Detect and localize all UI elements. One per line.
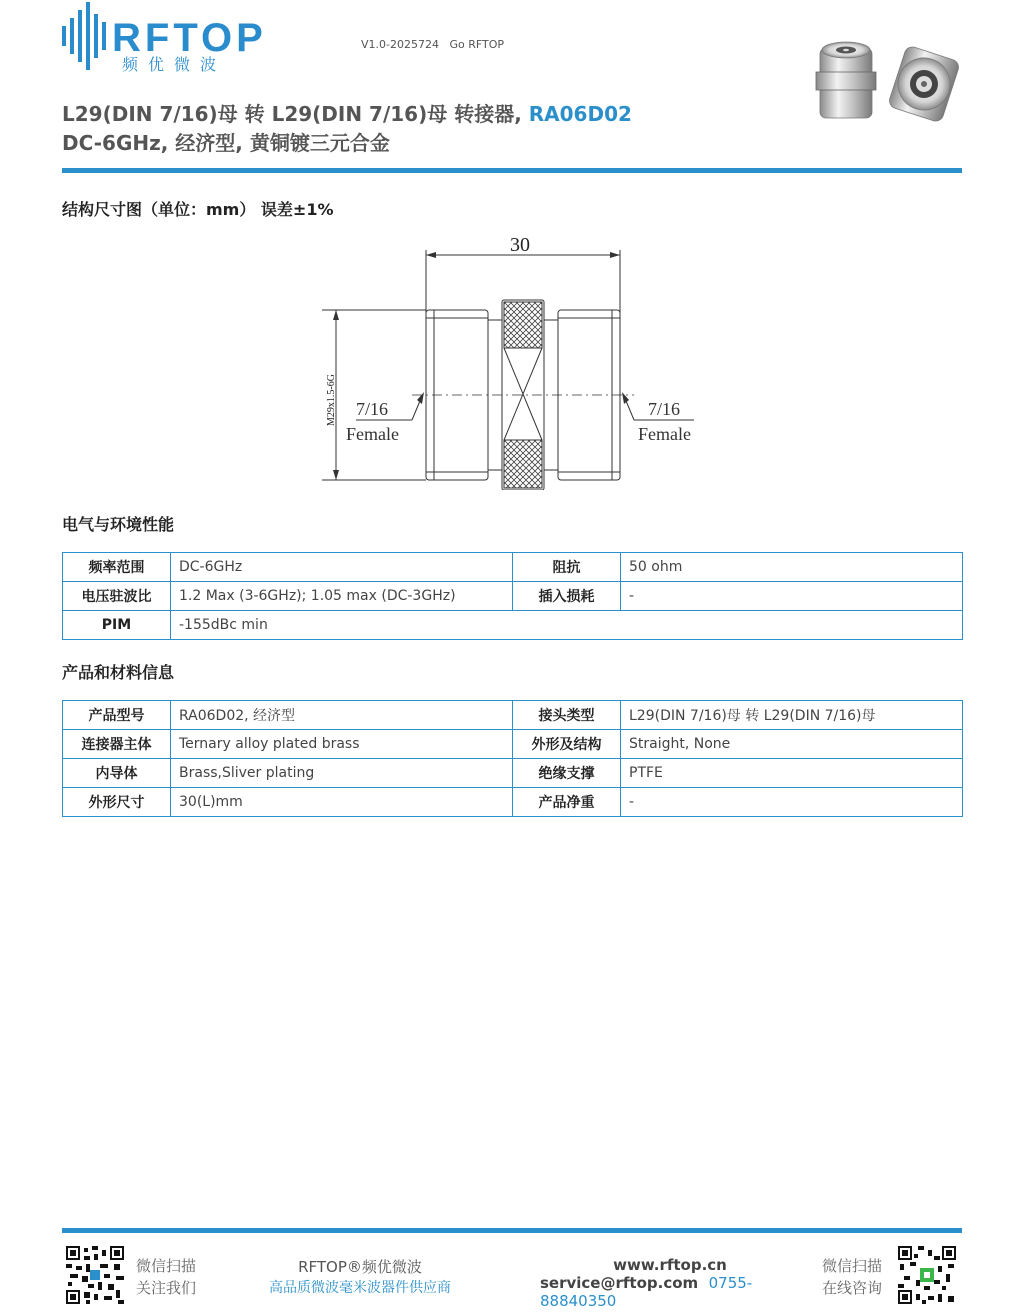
go-rftop-link[interactable]: Go RFTOP xyxy=(449,38,505,51)
table-value: -155dBc min xyxy=(171,611,963,640)
online-consult-label: 在线咨询 xyxy=(822,1279,883,1297)
table-label: 绝缘支撑 xyxy=(513,759,621,788)
wechat-scan-label: 微信扫描 xyxy=(822,1257,883,1275)
table-value: 50 ohm xyxy=(621,553,963,582)
material-section-title: 产品和材料信息 xyxy=(62,663,175,682)
footer-right-text xyxy=(822,1255,882,1299)
footer-contact-block xyxy=(540,1256,800,1310)
table-row xyxy=(63,611,963,640)
table-label: 插入损耗 xyxy=(513,582,621,611)
length-dimension-label: 30 xyxy=(510,234,530,256)
thread-label: M29x1.5-6G xyxy=(326,374,337,426)
table-value: 1.2 Max (3-6GHz); 1.05 max (DC-3GHz) xyxy=(171,582,513,611)
left-size-label: 7/16 xyxy=(356,399,389,419)
material-table xyxy=(62,700,963,817)
table-label: 产品净重 xyxy=(513,788,621,817)
table-label: 内导体 xyxy=(63,759,171,788)
website-link[interactable]: www.rftop.cn xyxy=(613,1256,727,1274)
table-label: 电压驻波比 xyxy=(63,582,171,611)
footer-brand: RFTOP®频优微波 xyxy=(298,1258,422,1276)
left-gender-label: Female xyxy=(346,424,399,444)
table-row xyxy=(63,701,963,730)
table-value: RA06D02, 经济型 xyxy=(171,701,513,730)
footer-contact-line xyxy=(540,1274,800,1310)
header-divider xyxy=(62,168,962,173)
product-title-text: L29(DIN 7/16)母 转 L29(DIN 7/16)母 转接器, xyxy=(62,102,529,126)
right-size-label: 7/16 xyxy=(648,399,681,419)
product-code: RA06D02 xyxy=(528,102,632,126)
table-row xyxy=(63,582,963,611)
table-value: 30(L)mm xyxy=(171,788,513,817)
electrical-section-title: 电气与环境性能 xyxy=(62,515,175,534)
table-row xyxy=(63,788,963,817)
follow-us-label: 关注我们 xyxy=(136,1279,197,1297)
table-label: 接头类型 xyxy=(513,701,621,730)
table-label: PIM xyxy=(63,611,171,640)
table-label: 阻抗 xyxy=(513,553,621,582)
table-label: 外形及结构 xyxy=(513,730,621,759)
table-value: L29(DIN 7/16)母 转 L29(DIN 7/16)母 xyxy=(621,701,963,730)
table-row xyxy=(63,730,963,759)
logo-text: RFTOP xyxy=(112,16,267,60)
product-title xyxy=(62,98,632,127)
logo-subtitle: 频优微波 xyxy=(122,55,227,74)
table-value: - xyxy=(621,788,963,817)
table-row xyxy=(63,553,963,582)
table-value: Ternary alloy plated brass xyxy=(171,730,513,759)
footer-slogan: 高品质微波毫米波器件供应商 xyxy=(269,1280,451,1296)
dimension-drawing xyxy=(322,228,712,490)
qr-code-consult-icon[interactable] xyxy=(898,1246,956,1304)
table-value: Straight, None xyxy=(621,730,963,759)
product-photo xyxy=(812,38,960,126)
product-subtitle: DC-6GHz, 经济型, 黄铜镀三元合金 xyxy=(62,131,390,155)
table-value: DC-6GHz xyxy=(171,553,513,582)
footer-left-text xyxy=(136,1255,196,1299)
right-gender-label: Female xyxy=(638,424,691,444)
table-label: 连接器主体 xyxy=(63,730,171,759)
table-row xyxy=(63,759,963,788)
email-link[interactable]: service@rftop.com xyxy=(540,1274,699,1292)
table-label: 外形尺寸 xyxy=(63,788,171,817)
table-value: - xyxy=(621,582,963,611)
footer-divider xyxy=(62,1228,962,1233)
qr-code-follow-icon[interactable] xyxy=(66,1246,124,1304)
rftop-logo-mark xyxy=(62,0,107,72)
phone-number[interactable]: 0755-88840350 xyxy=(540,1274,753,1310)
wechat-scan-label: 微信扫描 xyxy=(136,1257,197,1275)
electrical-table xyxy=(62,552,963,640)
table-label: 频率范围 xyxy=(63,553,171,582)
table-value: Brass,Sliver plating xyxy=(171,759,513,788)
table-label: 产品型号 xyxy=(63,701,171,730)
drawing-section-title: 结构尺寸图（单位：mm） 误差±1% xyxy=(62,200,334,219)
version-number: V1.0-2025724 xyxy=(361,38,439,51)
version-line xyxy=(361,38,504,51)
table-value: PTFE xyxy=(621,759,963,788)
footer-brand-block xyxy=(250,1256,470,1297)
